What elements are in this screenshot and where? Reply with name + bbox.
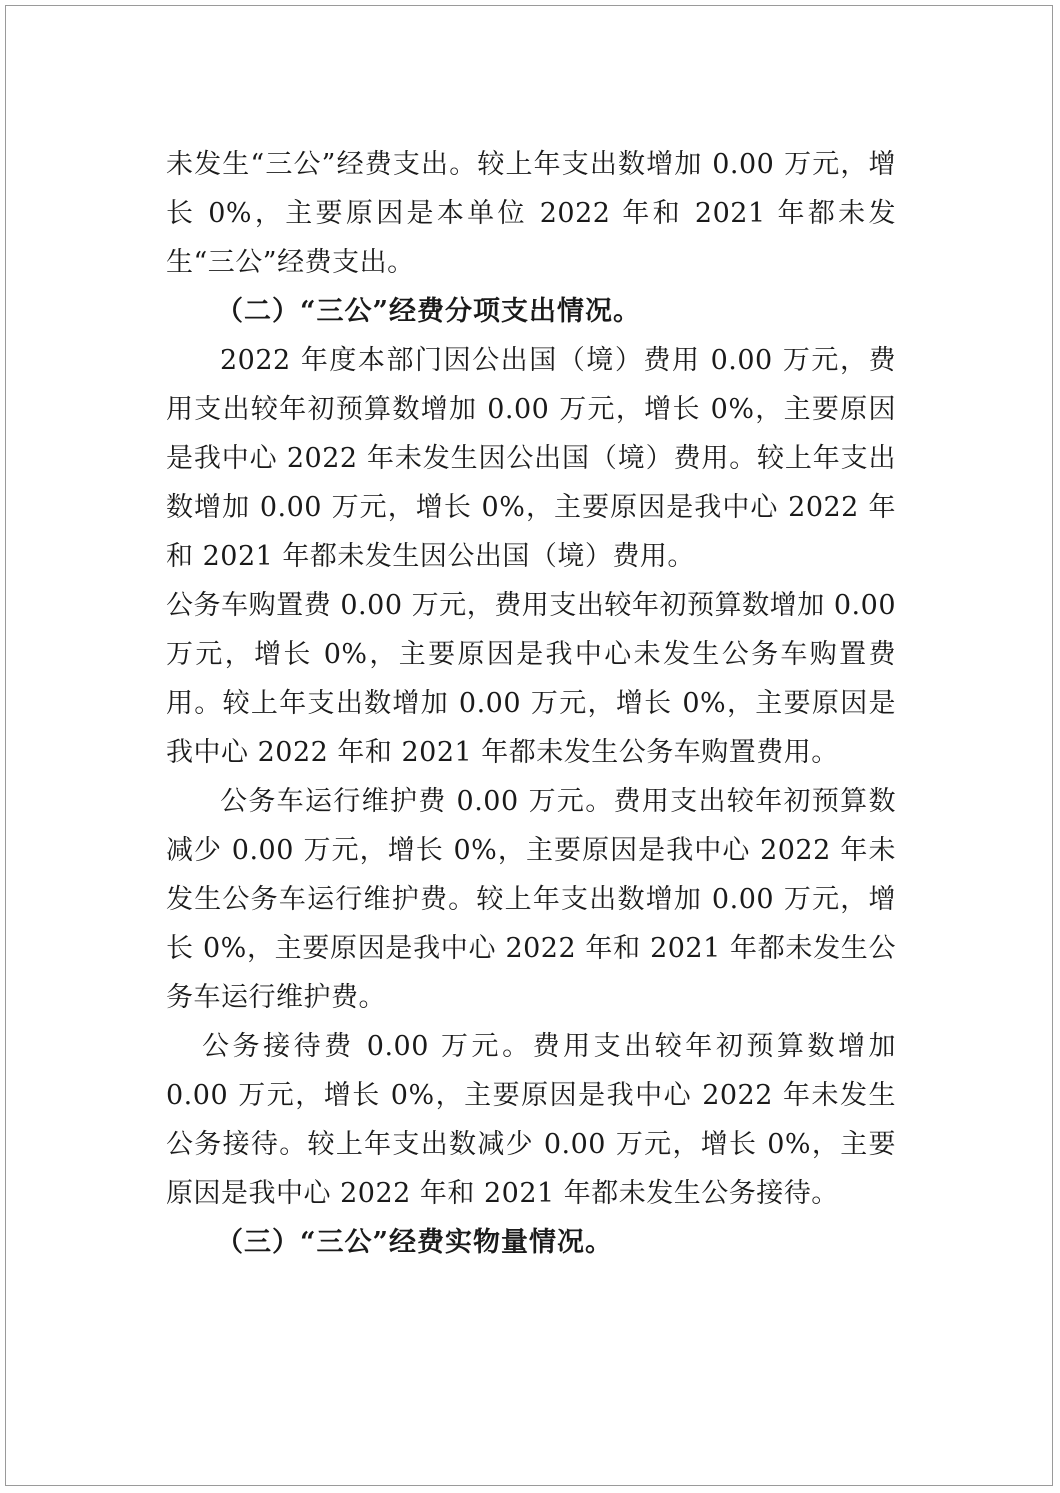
- section-heading-itemized-expenses: （二）“三公”经费分项支出情况。: [216, 296, 642, 327]
- paragraph-vehicle-purchase: 公务车购置费 0.00 万元，费用支出较年初预算数增加 0.00 万元，增长 0%，主要原因是我中心未发生公务车购置费用。较上年支出数增加 0.00 万元，增长 0%，主要原因是我中心 2022 年和 2021 年都未发生公务车购置费用。: [166, 590, 896, 768]
- section-heading-physical-quantity: （三）“三公”经费实物量情况。: [216, 1227, 614, 1258]
- document-body: [166, 140, 896, 1267]
- paragraph-sangong-summary: 未发生“三公”经费支出。较上年支出数增加 0.00 万元，增长 0%，主要原因是本单位 2022 年和 2021 年都未发生“三公”经费支出。: [166, 149, 896, 278]
- paragraph-overseas-travel: 2022 年度本部门因公出国（境）费用 0.00 万元，费用支出较年初预算数增加 0.00 万元，增长 0%，主要原因是我中心 2022 年未发生因公出国（境）费用。较上年支出数增加 0.00 万元，增长 0%，主要原因是我中心 2022 年和 2021 年都未发生因公出国（境）费用。: [166, 345, 896, 572]
- paragraph-official-reception: 公务接待费 0.00 万元。费用支出较年初预算数增加 0.00 万元，增长 0%，主要原因是我中心 2022 年未发生公务接待。较上年支出数减少 0.00 万元，增长 0%，主要原因是我中心 2022 年和 2021 年都未发生公务接待。: [166, 1031, 896, 1209]
- paragraph-vehicle-maintenance: 公务车运行维护费 0.00 万元。费用支出较年初预算数减少 0.00 万元，增长 0%，主要原因是我中心 2022 年未发生公务车运行维护费。较上年支出数增加 0.00 万元，增长 0%，主要原因是我中心 2022 年和 2021 年都未发生公务车运行维护费。: [166, 786, 896, 1013]
